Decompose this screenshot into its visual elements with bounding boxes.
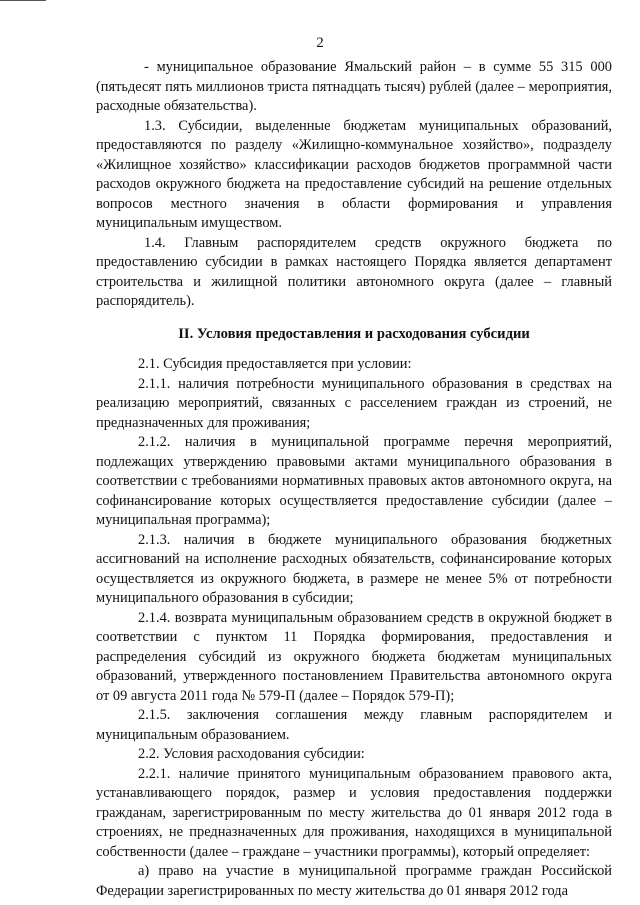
paragraph-subitem-a: а) право на участие в муниципальной программе граждан Российской Федерации зарегистрированных по месту жительства до 01 января 2012 года	[96, 863, 612, 899]
paragraph-2-1-5: 2.1.5. заключения соглашения между главным распорядителем и муниципальным образованием.	[96, 707, 612, 743]
page-number: 2	[316, 35, 324, 51]
paragraph-2-1: 2.1. Субсидия предоставляется при условии:	[138, 356, 412, 372]
paragraph-2-1-1: 2.1.1. наличия потребности муниципального образования в средствах на реализацию мероприятий, связанных с расселением граждан из строений, не предназначенных для проживания;	[96, 375, 612, 431]
scan-corner-line	[0, 0, 46, 1]
paragraph-2-2: 2.2. Условия расходования субсидии:	[138, 746, 365, 762]
paragraph-2-1-2: 2.1.2. наличия в муниципальной программе перечня мероприятий, подлежащих утверждению правовыми актами муниципального образования в соответствии с требованиями нормативных правовых актов автономного округа, на софинансирование которых осуществляется предоставление субсидии (далее – муниципальная программа);	[96, 434, 612, 528]
document-body	[96, 58, 612, 901]
paragraph-2-1-3: 2.1.3. наличия в бюджете муниципального образования бюджетных ассигнований на исполнение расходных обязательств, софинансирование которых осуществляется из окружного бюджета, в размере не менее 5% от потребности муниципального образования в субсидии;	[96, 531, 612, 606]
paragraph-1-3: 1.3. Субсидии, выделенные бюджетам муниципальных образований, предоставляются по разделу «Жилищно-коммунальное хозяйство», подразделу «Жилищное хозяйство» классификации расходов бюджетов программной части расходов окружного бюджета на предоставление субсидий на решение отдельных вопросов местного значения в области формирования и управления муниципальным имуществом.	[96, 117, 612, 231]
paragraph-2-1-4: 2.1.4. возврата муниципальным образованием средств в окружной бюджет в соответствии с пунктом 11 Порядка формирования, предоставления и распределения субсидий из окружного бюджета бюджетам муниципальных образований, утвержденного постановлением Правительства автономного округа от 09 августа 2011 года № 579-П (далее – Порядок 579-П);	[96, 609, 612, 704]
paragraph-1-4: 1.4. Главным распорядителем средств окружного бюджета по предоставлению субсидии в рамках настоящего Порядка является департамент строительства и жилищной политики автономного округа (далее – главный распорядитель).	[96, 234, 612, 309]
paragraph-2-2-1: 2.2.1. наличие принятого муниципальным образованием правового акта, устанавливающего порядок, размер и условия предоставления поддержки гражданам, зарегистрированным по месту жительства до 01 января 2012 года в строениях, не предназначенных для проживания, находящихся в муниципальной собственности (далее – граждане – участники программы), который определяет:	[96, 765, 612, 860]
paragraph-yamal-district-sum: - муниципальное образование Ямальский район – в сумме 55 315 000 (пятьдесят пять миллионов триста пятнадцать тысяч) рублей (далее – мероприятия, расходные обязательства).	[96, 59, 612, 114]
section-heading: II. Условия предоставления и расходования субсидии	[178, 325, 530, 342]
